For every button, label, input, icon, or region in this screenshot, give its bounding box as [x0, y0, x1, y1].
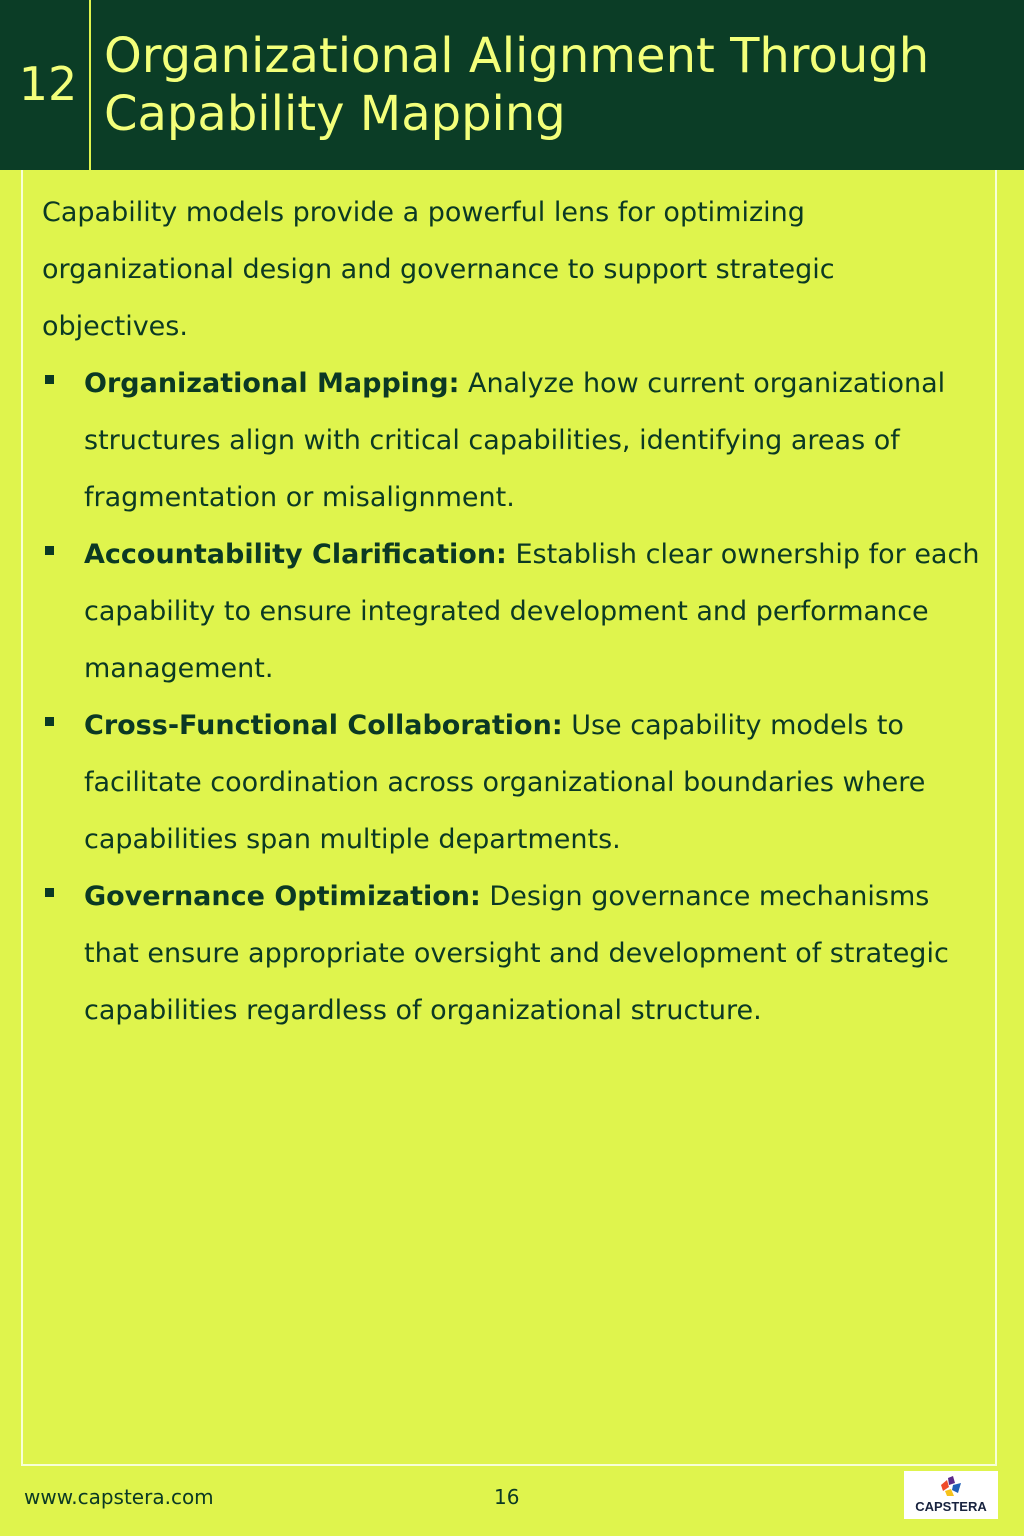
capstera-logo-icon [939, 1475, 963, 1497]
logo-text: CAPSTERA [915, 1499, 987, 1514]
bullet-text: Use capability models to facilitate coordination across organizational boundaries where capabilities span multiple departments. [84, 710, 926, 855]
bullet-text: Design governance mechanisms that ensure appropriate oversight and development of strategic capabilities regardless of organizational structure. [84, 881, 949, 1026]
bullet-title: Governance Optimization: [84, 881, 481, 912]
section-number: 12 [18, 57, 78, 111]
list-item-governance-optimization [42, 868, 982, 1039]
bullet-title: Accountability Clarification: [84, 539, 507, 570]
bullet-text: Analyze how current organizational structures align with critical capabilities, identifying areas of fragmentation or misalignment. [84, 368, 946, 513]
page-title-line-1: Organizational Alignment Through [104, 28, 930, 84]
bullet-title: Organizational Mapping: [84, 368, 460, 399]
intro-paragraph: Capability models provide a powerful lens for optimizing organizational design and governance to support strategic objectives. [42, 197, 835, 342]
list-item-organizational-mapping [42, 355, 982, 526]
header-divider [89, 0, 91, 170]
bullet-text: Establish clear ownership for each capability to ensure integrated development and performance management. [84, 539, 980, 684]
capstera-logo [904, 1471, 998, 1519]
square-bullet-icon [45, 888, 54, 897]
square-bullet-icon [45, 546, 54, 555]
square-bullet-icon [45, 717, 54, 726]
list-item-accountability-clarification [42, 526, 982, 697]
square-bullet-icon [45, 375, 54, 384]
capability-alignment-list [42, 355, 982, 1039]
list-item-cross-functional-collaboration [42, 697, 982, 868]
document-body [42, 184, 982, 1039]
bullet-title: Cross-Functional Collaboration: [84, 710, 563, 741]
page-title [104, 27, 994, 143]
page-title-line-2: Capability Mapping [104, 86, 566, 142]
page-header [0, 0, 1024, 170]
page-number: 16 [494, 1485, 520, 1509]
website-link[interactable]: www.capstera.com [24, 1485, 214, 1509]
